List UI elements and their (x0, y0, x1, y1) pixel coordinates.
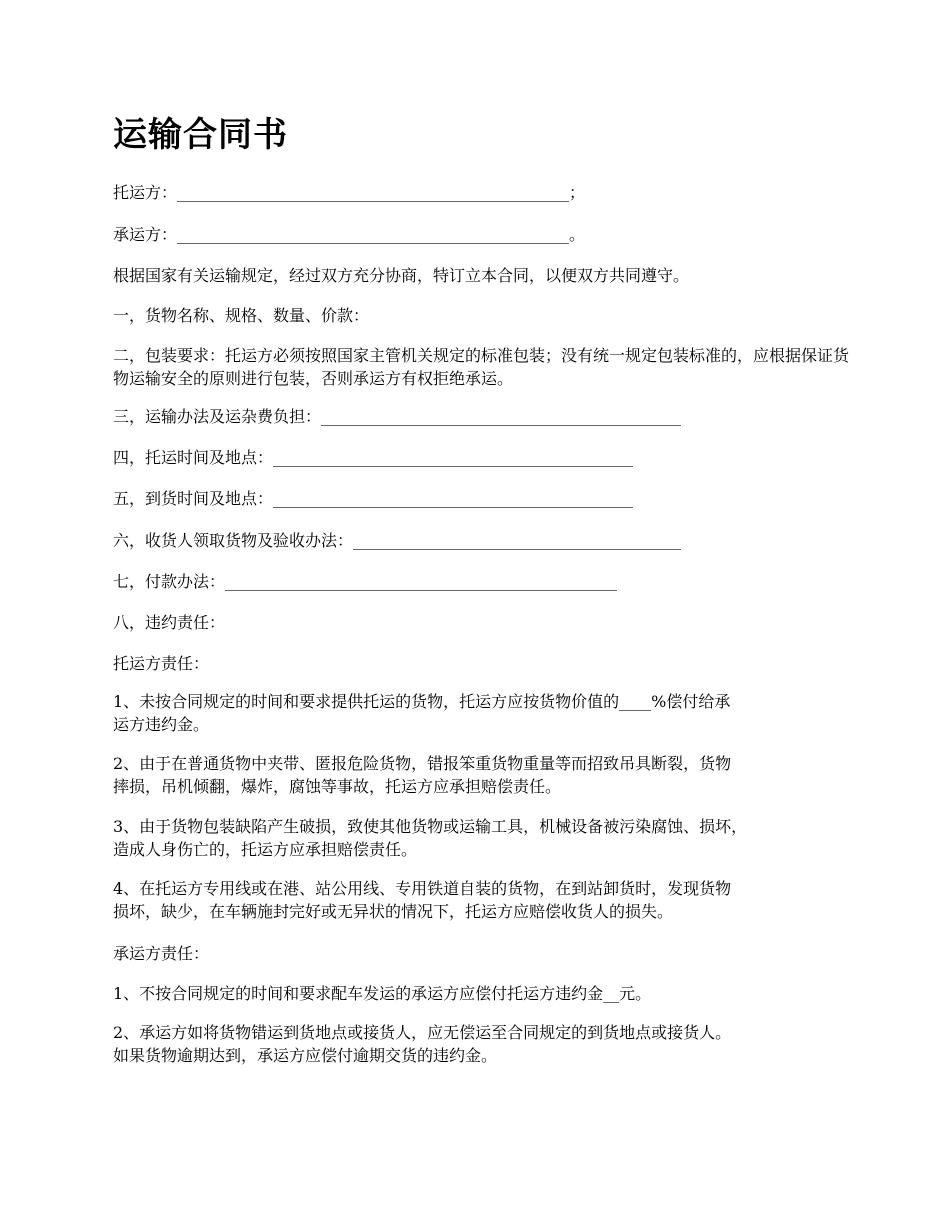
clause-1-goods: 一，货物名称、规格、数量、价款： (113, 306, 370, 325)
clause-4-shipping-time: 四，托运时间及地点：_____________________________________________ (113, 448, 634, 467)
clause-7-payment: 七，付款办法：_________________________________________________ (113, 572, 618, 591)
carrier-line: 承运方：_________________________________________________。 (113, 225, 586, 244)
clause-8-liability: 八，违约责任： (113, 613, 226, 632)
clause-2-packaging: 二，包装要求：托运方必须按照国家主管机关规定的标准包装；没有统一规定包装标准的，应根据保证货物运输安全的原则进行包装，否则承运方有权拒绝承运。 (113, 346, 850, 388)
shipper-liability-3: 3、由于货物包装缺陷产生破损，致使其他货物或运输工具，机械设备被污染腐蚀、损坏， 造成人身伤亡的，托运方应承担赔偿责任。 (113, 817, 748, 859)
shipper-liability-2: 2、由于在普通货物中夹带、匿报危险货物，错报笨重货物重量等而招致吊具断裂，货物 摔损，吊机倾翻，爆炸，腐蚀等事故，托运方应承担赔偿责任。 (113, 754, 732, 796)
carrier-liability-2: 2、承运方如将货物错运到货地点或接货人，应无偿运至合同规定的到货地点或接货人。 如果货物逾期达到，承运方应偿付逾期交货的违约金。 (113, 1023, 732, 1065)
clause-3-transport-method: 三，运输办法及运杂费负担：_____________________________________________ (113, 407, 682, 426)
shipper-line: 托运方：_________________________________________________； (113, 183, 586, 202)
carrier-liability-heading: 承运方责任： (113, 944, 210, 963)
document-title: 运输合同书 (113, 115, 288, 155)
carrier-liability-1: 1、不按合同规定的时间和要求配车发运的承运方应偿付托运方违约金__元。 (113, 984, 652, 1003)
shipper-liability-heading: 托运方责任： (113, 654, 210, 673)
intro-paragraph: 根据国家有关运输规定，经过双方充分协商，特订立本合同，以便双方共同遵守。 (113, 266, 690, 285)
shipper-liability-1: 1、未按合同规定的时间和要求提供托运的货物，托运方应按货物价值的____%偿付给承 运方违约金。 (113, 692, 731, 734)
clause-6-receipt-method: 六，收货人领取货物及验收办法：_________________________________________ (113, 531, 682, 550)
clause-5-arrival-time: 五，到货时间及地点：_____________________________________________ (113, 489, 634, 508)
shipper-liability-4: 4、在托运方专用线或在港、站公用线、专用铁道自装的货物，在到站卸货时，发现货物 损坏，缺少，在车辆施封完好或无异状的情况下，托运方应赔偿收货人的损失。 (113, 879, 732, 921)
